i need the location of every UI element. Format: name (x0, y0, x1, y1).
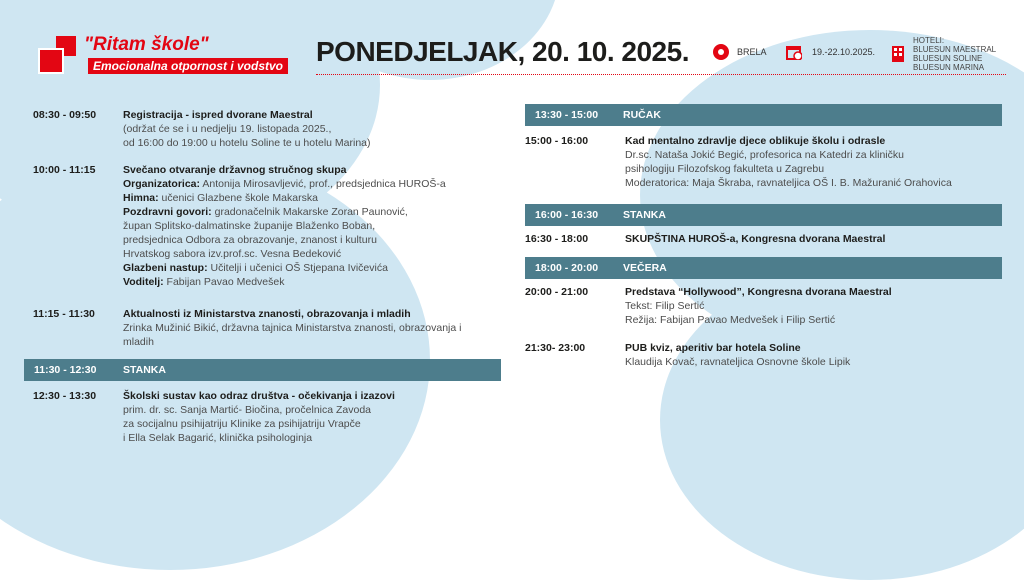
break-bar (525, 204, 1002, 226)
association-logo (38, 36, 76, 74)
session-line: Zrinka Mužinić Bikić, državna tajnica Ministarstva znanosti, obrazovanja i (123, 322, 462, 334)
hotel-icon (890, 44, 906, 62)
session-time: 11:30 - 12:30 (34, 364, 97, 376)
session-details (123, 163, 446, 289)
session-line: Moderatorica: Maja Škraba, ravnateljica OŠ I. B. Mažuranić Orahovica (625, 177, 952, 189)
session-title: Školski sustav kao odraz društva - očekivanja i izazovi (123, 390, 395, 402)
session-details (625, 341, 850, 369)
session-line: predsjednica Odbora za obrazovanje, znanost i kulturu (123, 234, 377, 246)
break-label: STANKA (123, 364, 166, 376)
session-details (625, 134, 952, 190)
session-line: psihologiju Filozofskog fakulteta u Zagrebu (625, 163, 825, 175)
divider (316, 74, 1006, 75)
session-line: mladih (123, 336, 154, 348)
session-details (123, 307, 461, 349)
hotels-label: HOTELI: (913, 36, 945, 45)
session-details (123, 108, 371, 150)
calendar-icon (786, 44, 802, 60)
session-time: 10:00 - 11:15 (33, 164, 96, 176)
hotel-name: BLUESUN MARINA (913, 63, 985, 72)
session-time: 16:30 - 18:00 (525, 233, 589, 245)
break-label: RUČAK (623, 109, 661, 121)
break-label: STANKA (623, 209, 666, 221)
session-line: Himna: učenici Glazbene škole Makarska (123, 192, 318, 204)
break-bar (24, 359, 501, 381)
page-title: PONEDJELJAK, 20. 10. 2025. (316, 36, 689, 67)
session-title: Svečano otvaranje državnog stručnog skupa (123, 164, 347, 176)
role-label: Voditelj: (123, 276, 164, 288)
hotel-name: BLUESUN SOLINE (913, 54, 983, 63)
session-time: 12:30 - 13:30 (33, 390, 97, 402)
session-line: od 16:00 do 19:00 u hotelu Soline te u hotelu Marina) (123, 137, 371, 149)
session-time: 18:00 - 20:00 (535, 262, 599, 274)
session-line: Voditelj: Fabijan Pavao Medvešek (123, 276, 285, 288)
brand-title: "Ritam škole" (84, 34, 209, 55)
session-line: Tekst: Filip Sertić (625, 300, 705, 312)
hotels-list (913, 36, 996, 72)
session-line: Dr.sc. Nataša Jokić Begić, profesorica na Katedri za kliničku (625, 149, 904, 161)
session-line: Glazbeni nastup: Učitelji i učenici OŠ Stjepana Ivičevića (123, 262, 388, 274)
header (0, 0, 1024, 85)
break-bar (525, 257, 1002, 279)
location: BRELA (737, 47, 767, 57)
session-time: 21:30- 23:00 (525, 342, 586, 354)
role-label: Himna: (123, 192, 159, 204)
hotel-name: BLUESUN MAESTRAL (913, 45, 997, 54)
break-bar (525, 104, 1002, 126)
schedule-left-column (33, 108, 503, 528)
role-label: Organizatorica: (123, 178, 201, 190)
session-line: prim. dr. sc. Sanja Martić- Biočina, pročelnica Zavoda (123, 404, 372, 416)
break-label: VEČERA (623, 262, 667, 274)
session-title: Predstava “Hollywood”, Kongresna dvorana Maestral (625, 286, 892, 298)
role-label: Glazbeni nastup: (123, 262, 208, 274)
session-line: Pozdravni govori: gradonačelnik Makarske Zoran Paunović, (123, 206, 408, 218)
location-pin-icon (713, 44, 729, 60)
session-line: Klaudija Kovač, ravnateljica Osnovne škole Lipik (625, 356, 851, 368)
session-title: Kad mentalno zdravlje djece oblikuje školu i odrasle (625, 135, 886, 147)
brand-subtitle: Emocionalna otpornost i vodstvo (88, 58, 288, 74)
session-line: Organizatorica: Antonija Mirosavljević, prof., predsjednica HUROŠ-a (123, 178, 446, 190)
session-time: 13:30 - 15:00 (535, 109, 599, 121)
session-line: za socijalnu psihijatriju Klinike za psihijatriju Vrapče (123, 418, 361, 430)
session-details (625, 232, 885, 246)
session-title: Registracija - ispred dvorane Maestral (123, 109, 313, 121)
session-line: (održat će se i u nedjelju 19. listopada 2025., (123, 123, 332, 135)
session-time: 08:30 - 09:50 (33, 109, 97, 121)
session-line: i Ella Selak Bagarić, klinička psihologinja (123, 432, 313, 444)
role-label: Pozdravni govori: (123, 206, 212, 218)
event-dates: 19.-22.10.2025. (812, 47, 876, 57)
session-title: SKUPŠTINA HUROŠ-a, Kongresna dvorana Maestral (625, 233, 886, 245)
session-details (625, 285, 892, 327)
session-title: PUB kviz, aperitiv bar hotela Soline (625, 342, 801, 354)
session-line: Režija: Fabijan Pavao Medvešek i Filip Sertić (625, 314, 836, 326)
session-title: Aktualnosti iz Ministarstva znanosti, obrazovanja i mladih (123, 308, 411, 320)
session-details (123, 389, 395, 445)
session-line: Hrvatskog sabora izv.prof.sc. Vesna Bedeković (123, 248, 342, 260)
session-line: župan Splitsko-dalmatinske županije Blaženko Boban, (123, 220, 376, 232)
session-time: 11:15 - 11:30 (33, 308, 95, 320)
session-time: 15:00 - 16:00 (525, 135, 589, 147)
session-time: 16:00 - 16:30 (535, 209, 599, 221)
session-time: 20:00 - 21:00 (525, 286, 589, 298)
schedule-right-column (525, 104, 1002, 404)
